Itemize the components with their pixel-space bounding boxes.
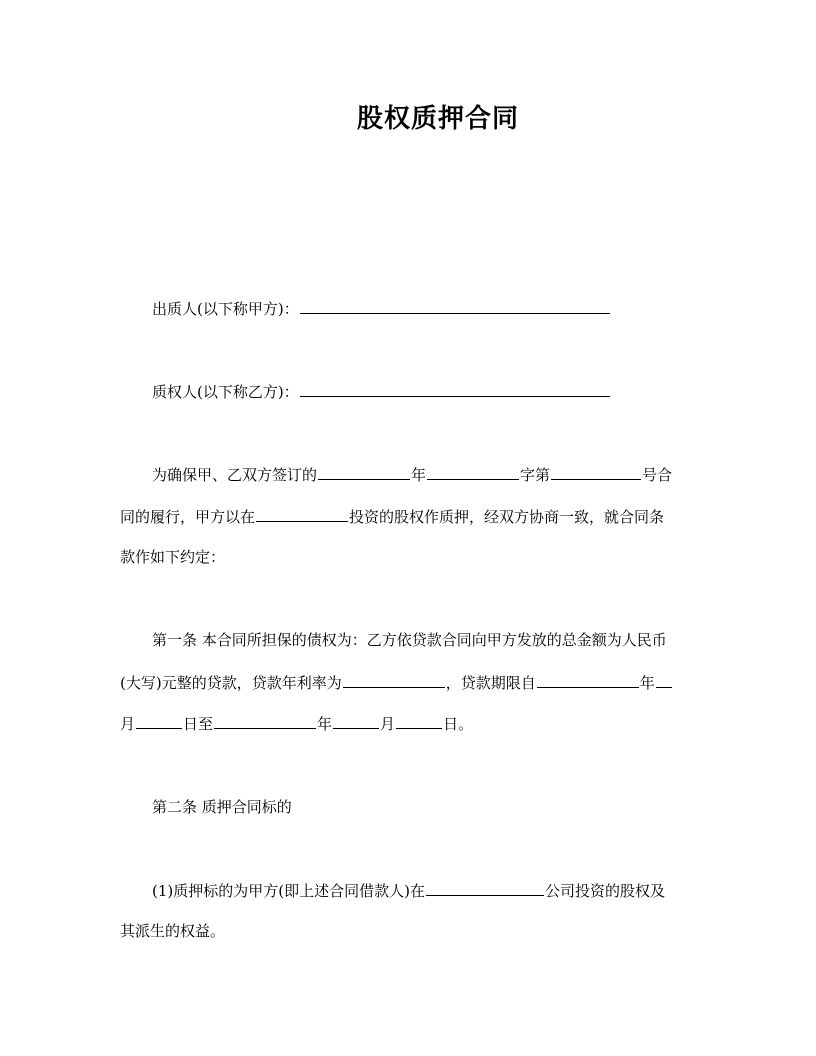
pledged-company-blank[interactable] bbox=[426, 880, 544, 896]
start-day-blank[interactable] bbox=[136, 713, 182, 729]
preamble-text: 字第 bbox=[520, 466, 551, 484]
preamble-line-1 bbox=[152, 464, 672, 485]
end-day-blank[interactable] bbox=[396, 713, 442, 729]
article2-item1-line-2 bbox=[120, 921, 225, 941]
preamble-text: 同的履行，甲方以在 bbox=[120, 508, 256, 526]
preamble-text: 投资的股权作质押，经双方协商一致，就合同条 bbox=[349, 508, 665, 526]
contract-prefix-blank[interactable] bbox=[427, 464, 519, 480]
article2-heading bbox=[152, 797, 292, 817]
document-title: 股权质押合同 bbox=[356, 104, 519, 134]
pledgor-blank[interactable] bbox=[300, 298, 610, 314]
article1-text: 第一条 本合同所担保的债权为：乙方依贷款合同向甲方发放的总金额为人民币 bbox=[152, 631, 667, 649]
contract-year-blank[interactable] bbox=[318, 464, 410, 480]
end-month-blank[interactable] bbox=[333, 713, 379, 729]
article2-text: 公司投资的股权及 bbox=[544, 882, 665, 900]
article2-text: 其派生的权益。 bbox=[120, 922, 226, 940]
preamble-line-3 bbox=[120, 547, 225, 567]
article1-text: 年 bbox=[639, 674, 655, 692]
preamble-text: 款作如下约定： bbox=[120, 548, 226, 566]
article1-text: (大写)元整的贷款，贷款年利率为 bbox=[120, 674, 342, 692]
preamble-line-2 bbox=[120, 506, 664, 527]
article1-text: 日至 bbox=[183, 715, 214, 733]
article1-text: 月 bbox=[120, 715, 136, 733]
article1-text: 年 bbox=[317, 715, 333, 733]
article1-line-3 bbox=[120, 713, 473, 734]
start-year-blank[interactable] bbox=[537, 672, 639, 688]
pledgee-label: 质权人(以下称乙方)： bbox=[152, 383, 299, 401]
article2-heading-text: 第二条 质押合同标的 bbox=[152, 798, 292, 816]
article1-line-1 bbox=[152, 630, 667, 650]
contract-number-blank[interactable] bbox=[551, 464, 641, 480]
article1-text: 日。 bbox=[443, 715, 474, 733]
article2-text: (1)质押标的为甲方(即上述合同借款人)在 bbox=[152, 882, 425, 900]
article1-line-2 bbox=[120, 672, 673, 693]
pledgor-label: 出质人(以下称甲方)： bbox=[152, 300, 299, 318]
interest-rate-blank[interactable] bbox=[343, 672, 445, 688]
preamble-text: 号合 bbox=[642, 466, 673, 484]
preamble-text: 年 bbox=[411, 466, 427, 484]
article1-text: ，贷款期限自 bbox=[445, 674, 536, 692]
article1-text: 月 bbox=[380, 715, 396, 733]
pledgor-line bbox=[152, 298, 611, 319]
start-month-blank[interactable] bbox=[656, 672, 672, 688]
preamble-text: 为确保甲、乙双方签订的 bbox=[152, 466, 318, 484]
end-year-blank[interactable] bbox=[214, 713, 316, 729]
invested-company-blank[interactable] bbox=[256, 506, 348, 522]
article2-item1-line-1 bbox=[152, 880, 665, 901]
pledgee-line bbox=[152, 381, 611, 402]
pledgee-blank[interactable] bbox=[300, 381, 610, 397]
